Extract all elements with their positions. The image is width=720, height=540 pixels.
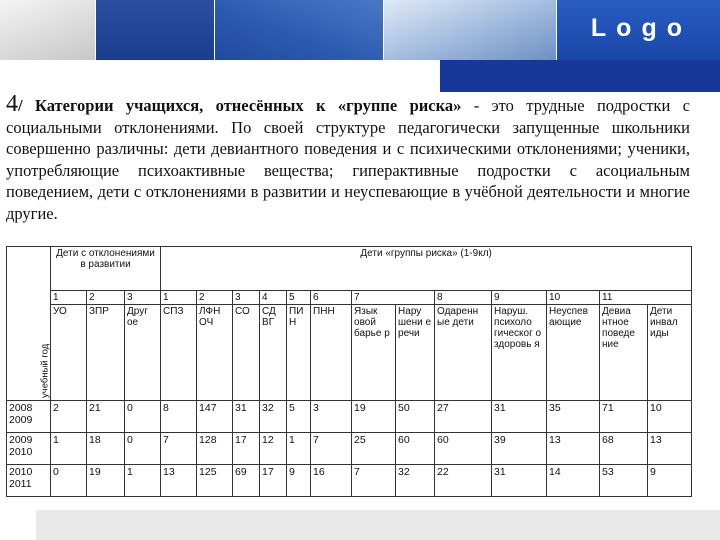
value-cell: 50 [396,401,435,433]
value-cell: 1 [125,465,161,497]
value-cell: 7 [311,433,352,465]
value-cell: 7 [161,433,197,465]
value-cell: 17 [260,465,287,497]
value-cell: 60 [396,433,435,465]
value-cell: 31 [492,465,547,497]
value-cell: 32 [260,401,287,433]
value-cell: 19 [352,401,396,433]
num-cell: 4 [260,291,287,305]
col-header: СПЗ [161,305,197,401]
value-cell: 18 [87,433,125,465]
value-cell: 68 [600,433,648,465]
table-row [7,433,692,465]
value-cell: 10 [648,401,692,433]
num-cell: 3 [233,291,260,305]
value-cell: 125 [197,465,233,497]
footer-bar [36,510,720,540]
value-cell: 69 [233,465,260,497]
value-cell: 0 [125,401,161,433]
col-header: Девиа нтное поведе ние [600,305,648,401]
header-band-dark [440,60,720,92]
num-cell: 9 [492,291,547,305]
value-cell: 17 [233,433,260,465]
col-header: ЛФН ОЧ [197,305,233,401]
value-cell: 1 [287,433,311,465]
col-header: Неуспев ающие [547,305,600,401]
value-cell: 9 [287,465,311,497]
num-cell: 6 [311,291,352,305]
value-cell: 25 [352,433,396,465]
year-cell: 2008 2009 [7,401,51,433]
col-header: ЗПР [87,305,125,401]
number-row [7,291,692,305]
value-cell: 0 [51,465,87,497]
value-cell: 5 [287,401,311,433]
col-header: УО [51,305,87,401]
year-cell: 2010 2011 [7,465,51,497]
year-cell: 2009 2010 [7,433,51,465]
value-cell: 39 [492,433,547,465]
value-cell: 27 [435,401,492,433]
value-cell: 16 [311,465,352,497]
value-cell: 9 [648,465,692,497]
value-cell: 8 [161,401,197,433]
value-cell: 53 [600,465,648,497]
value-cell: 31 [492,401,547,433]
value-cell: 60 [435,433,492,465]
header-tile-3 [215,0,383,60]
num-cell: 11 [600,291,692,305]
header-tile-2 [96,0,214,60]
value-cell: 128 [197,433,233,465]
col-header: СО [233,305,260,401]
year-header: учебный год [7,247,51,401]
body-paragraph [6,91,690,224]
col-header: Друг ое [125,305,161,401]
value-cell: 32 [396,465,435,497]
num-cell: 1 [161,291,197,305]
table-row [7,401,692,433]
value-cell: 3 [311,401,352,433]
slide-header [0,0,720,92]
value-cell: 14 [547,465,600,497]
value-cell: 13 [161,465,197,497]
group1-header: Дети с отклонениями в развитии [51,247,161,291]
value-cell: 21 [87,401,125,433]
value-cell: 12 [260,433,287,465]
num-cell: 7 [352,291,435,305]
statistics-table [6,246,692,497]
value-cell: 31 [233,401,260,433]
header-tile-4 [384,0,556,60]
header-tile-1 [0,0,95,60]
col-header: Язык овой барье р [352,305,396,401]
col-header: Наруш. психоло гическог о здоровь я [492,305,547,401]
num-cell: 8 [435,291,492,305]
logo: Logo [590,14,692,42]
value-cell: 71 [600,401,648,433]
group2-header: Дети «группы риска» (1-9кл) [161,247,692,291]
value-cell: 19 [87,465,125,497]
value-cell: 35 [547,401,600,433]
table-row [7,465,692,497]
num-cell: 3 [125,291,161,305]
value-cell: 22 [435,465,492,497]
col-header: ПНН [311,305,352,401]
num-cell: 10 [547,291,600,305]
value-cell: 0 [125,433,161,465]
num-cell: 1 [51,291,87,305]
column-header-row [7,305,692,401]
num-cell: 2 [197,291,233,305]
num-cell: 2 [87,291,125,305]
paragraph-lead: / Категории учащихся, отнесённых к «группе риска» [18,96,462,115]
col-header: СД ВГ [260,305,287,401]
paragraph-text: - это трудные подростки с социальными отклонениями. По своей структуре педагогически запущенные школьники совершенно различны: дети девиантного поведения и с психическими отклонениями; ученики, употребляющие психоактивные вещества; гиперактивные подростки с асоциальным поведением, дети с отклонениями в развитии и неуспевающие в учёбной деятельности и многие другие. [6,96,690,223]
value-cell: 2 [51,401,87,433]
value-cell: 13 [648,433,692,465]
col-header: ПИ Н [287,305,311,401]
col-header: Одаренн ые дети [435,305,492,401]
value-cell: 13 [547,433,600,465]
value-cell: 7 [352,465,396,497]
value-cell: 147 [197,401,233,433]
item-number: 4 [6,91,18,117]
col-header: Дети инвал иды [648,305,692,401]
num-cell: 5 [287,291,311,305]
col-header: Нару шени е речи [396,305,435,401]
value-cell: 1 [51,433,87,465]
